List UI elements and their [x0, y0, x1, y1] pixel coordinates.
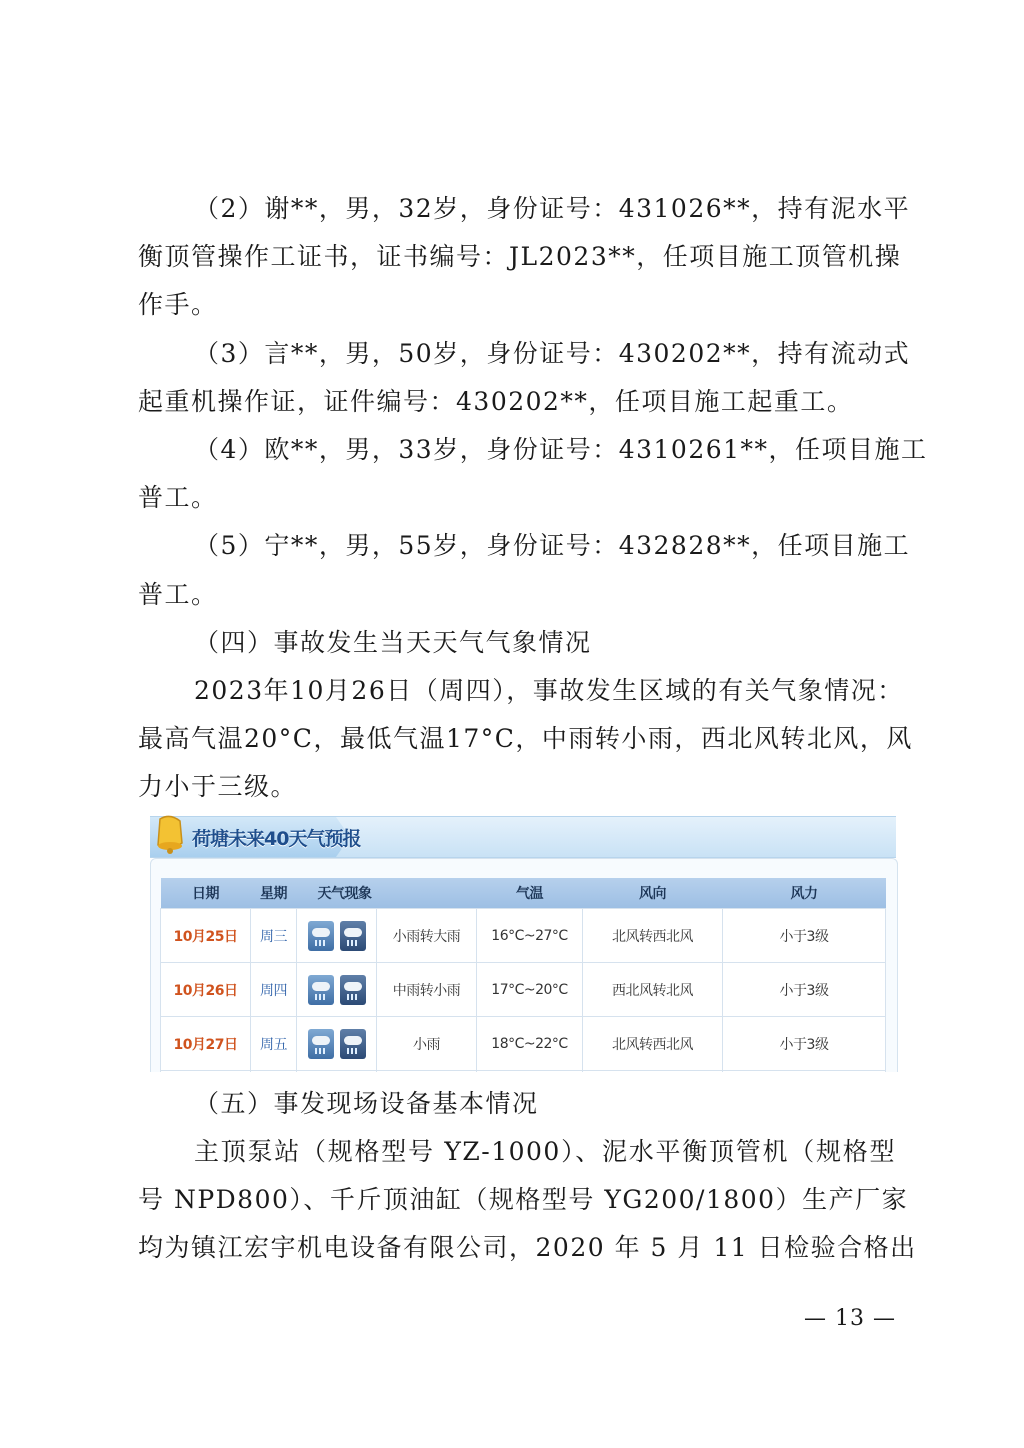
page-number: — 13 — — [804, 1306, 896, 1331]
weather-title: 荷塘未来40天气预报 — [192, 828, 361, 850]
cell-wind-force: 小于3级 — [723, 909, 886, 963]
col-temp: 气温 — [477, 878, 583, 909]
heavy-rain-cloud-icon — [340, 921, 366, 951]
cell-week: 周五 — [251, 1017, 297, 1071]
section-heading: （五）事发现场设备基本情况 — [194, 1089, 539, 1118]
paragraph-line: （3）言**，男，50岁，身份证号：430202**，持有流动式 — [194, 339, 911, 368]
table-row — [161, 1017, 886, 1071]
paragraph-line: （2）谢**，男，32岁，身份证号：431026**，持有泥水平 — [194, 194, 911, 223]
col-date: 日期 — [161, 878, 251, 909]
cell-week: 周三 — [251, 909, 297, 963]
paragraph-line: 均为镇江宏宇机电设备有限公司，2020 年 5 月 11 日检验合格出 — [138, 1233, 917, 1262]
cell-wind-force: 小于3级 — [723, 1017, 886, 1071]
table-row — [161, 909, 886, 963]
cell-temp: 16°C~27°C — [477, 909, 583, 963]
bell-icon — [154, 813, 186, 857]
cell-temp: 17°C~20°C — [477, 963, 583, 1017]
weather-forecast-image — [148, 808, 898, 1072]
paragraph-line: 主顶泵站（规格型号 YZ-1000）、泥水平衡顶管机（规格型 — [194, 1137, 896, 1166]
paragraph-line: 力小于三级。 — [138, 772, 298, 801]
col-wind-force: 风力 — [723, 878, 886, 909]
rain-cloud-icon — [340, 1029, 366, 1059]
cell-icons — [297, 1017, 377, 1071]
rain-cloud-icon — [308, 921, 334, 951]
paragraph-line: 2023年10月26日（周四），事故发生区域的有关气象情况： — [194, 676, 904, 705]
paragraph-line: 起重机操作证，证件编号：430202**，任项目施工起重工。 — [138, 387, 854, 416]
rain-cloud-icon — [308, 1029, 334, 1059]
table-header-row — [161, 878, 886, 909]
cell-wind-dir: 北风转西北风 — [583, 909, 723, 963]
cell-wind-dir: 北风转西北风 — [583, 1017, 723, 1071]
cell-icons — [297, 963, 377, 1017]
table-row — [161, 963, 886, 1017]
rain-cloud-icon — [308, 975, 334, 1005]
paragraph-line: （4）欧**，男，33岁，身份证号：4310261**，任项目施工 — [194, 435, 928, 464]
cell-date: 10月26日 — [161, 963, 251, 1017]
cell-wind-dir: 西北风转北风 — [583, 963, 723, 1017]
section-heading: （四）事故发生当天天气气象情况 — [194, 628, 592, 657]
paragraph-line: 最高气温20°C，最低气温17°C，中雨转小雨，西北风转北风，风 — [138, 724, 913, 753]
col-week: 星期 — [251, 878, 297, 909]
col-phenomenon: 天气现象 — [377, 878, 477, 909]
cell-icons — [297, 909, 377, 963]
cell-date: 10月27日 — [161, 1017, 251, 1071]
paragraph-line: （5）宁**，男，55岁，身份证号：432828**，任项目施工 — [194, 531, 911, 560]
cell-date: 10月25日 — [161, 909, 251, 963]
rain-cloud-icon — [340, 975, 366, 1005]
cell-phenomenon: 小雨转大雨 — [377, 909, 477, 963]
cell-phenomenon: 中雨转小雨 — [377, 963, 477, 1017]
cell-week: 周四 — [251, 963, 297, 1017]
paragraph-line: 衡顶管操作工证书，证书编号：JL2023**，任项目施工顶管机操 — [138, 242, 902, 271]
paragraph-line: 作手。 — [138, 290, 218, 319]
weather-title-bar — [150, 816, 896, 858]
cell-wind-force: 小于3级 — [723, 963, 886, 1017]
paragraph-line: 普工。 — [138, 580, 218, 609]
cell-phenomenon: 小雨 — [377, 1017, 477, 1071]
weather-table — [160, 878, 886, 1072]
col-wind-dir: 风向 — [583, 878, 723, 909]
paragraph-line: 号 NPD800）、千斤顶油缸（规格型号 YG200/1800）生产厂家 — [138, 1185, 909, 1214]
table-row-partial — [161, 1071, 886, 1073]
cell-temp: 18°C~22°C — [477, 1017, 583, 1071]
paragraph-line: 普工。 — [138, 483, 218, 512]
